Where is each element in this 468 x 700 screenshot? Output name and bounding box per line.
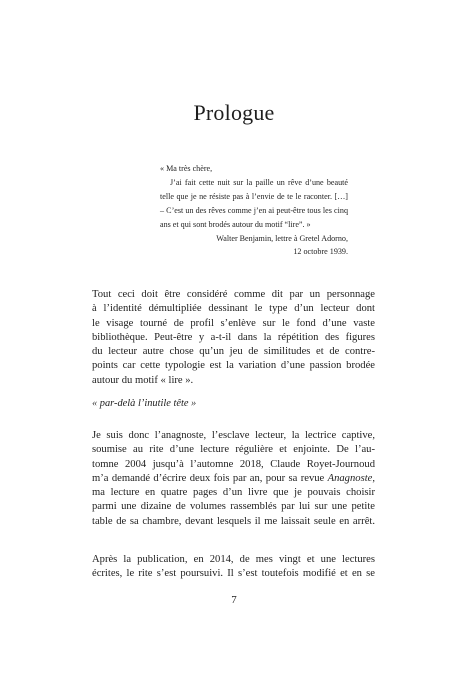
epigraph-line: telle que je ne résiste pas à l’envie de te le raconter. […] bbox=[160, 191, 348, 201]
text-line: soumise au rite d’une lecture régulière et enjointe. De l’au- bbox=[92, 444, 375, 456]
paragraph-1 bbox=[92, 288, 375, 388]
text-fragment: , bbox=[372, 472, 375, 484]
text-line: autour du motif « lire ». bbox=[92, 374, 194, 386]
text-line: points car cette typologie est la variation d’une passion brodée bbox=[92, 360, 375, 372]
journal-title: Anagnoste bbox=[327, 472, 373, 484]
page-number: 7 bbox=[231, 594, 237, 606]
epigraph-date: 12 octobre 1939. bbox=[293, 247, 348, 257]
paragraph-3 bbox=[92, 553, 375, 582]
text-line: parmi une dizaine de volumes rassemblés par lui sur une petite bbox=[92, 501, 375, 513]
text-line: à l’identité démultipliée dessinant le type d’un lecteur dont bbox=[92, 303, 375, 315]
epigraph-line: « Ma très chère, bbox=[160, 164, 213, 173]
text-line: ma lecture en quatre pages d’un livre que je pouvais choisir bbox=[92, 487, 375, 499]
chapter-title: Prologue bbox=[193, 100, 275, 125]
epigraph-line: – C’est un des rêves comme j’en ai peut-être tous les cinq bbox=[160, 205, 348, 215]
section-heading: « par-delà l’inutile tête » bbox=[92, 398, 197, 409]
text-line: tomne 2004 jusqu’à l’automne 2018, Claude Royet-Journoud bbox=[92, 458, 375, 470]
text-fragment: m’a demandé d’écrire deux fois par an, pour sa revue bbox=[92, 472, 328, 484]
epigraph-line: ans et qui sont brodés autour du motif “lire”. » bbox=[160, 219, 311, 229]
text-line: Après la publication, en 2014, de mes vingt et une lectures bbox=[92, 554, 375, 565]
text-line: bibliothèque. Peut-être y a-t-il dans la répétition des figures bbox=[92, 331, 375, 343]
text-line: Tout ceci doit être considéré comme dit par un personnage bbox=[92, 289, 375, 300]
text-line: table de sa chambre, devant lesquels il me laissait seule en arrêt. bbox=[92, 515, 375, 527]
text-line: du lecteur autre chose qu’un jeu de similitudes et de contre- bbox=[92, 346, 375, 358]
text-line bbox=[92, 472, 375, 486]
paragraph-2 bbox=[92, 429, 375, 529]
epigraph-attribution: Walter Benjamin, lettre à Gretel Adorno, bbox=[216, 233, 348, 243]
text-line: le visage tourné de profil s’enlève sur le fond d’une vaste bbox=[92, 317, 375, 329]
text-line: Je suis donc l’anagnoste, l’esclave lecteur, la lectrice captive, bbox=[92, 430, 375, 441]
text-line: écrites, le rite s’est poursuivi. Il s’est toutefois modifié et en se bbox=[92, 568, 375, 580]
epigraph-line: J’ai fait cette nuit sur la paille un rêve d’une beauté bbox=[170, 177, 348, 187]
epigraph bbox=[160, 162, 348, 259]
